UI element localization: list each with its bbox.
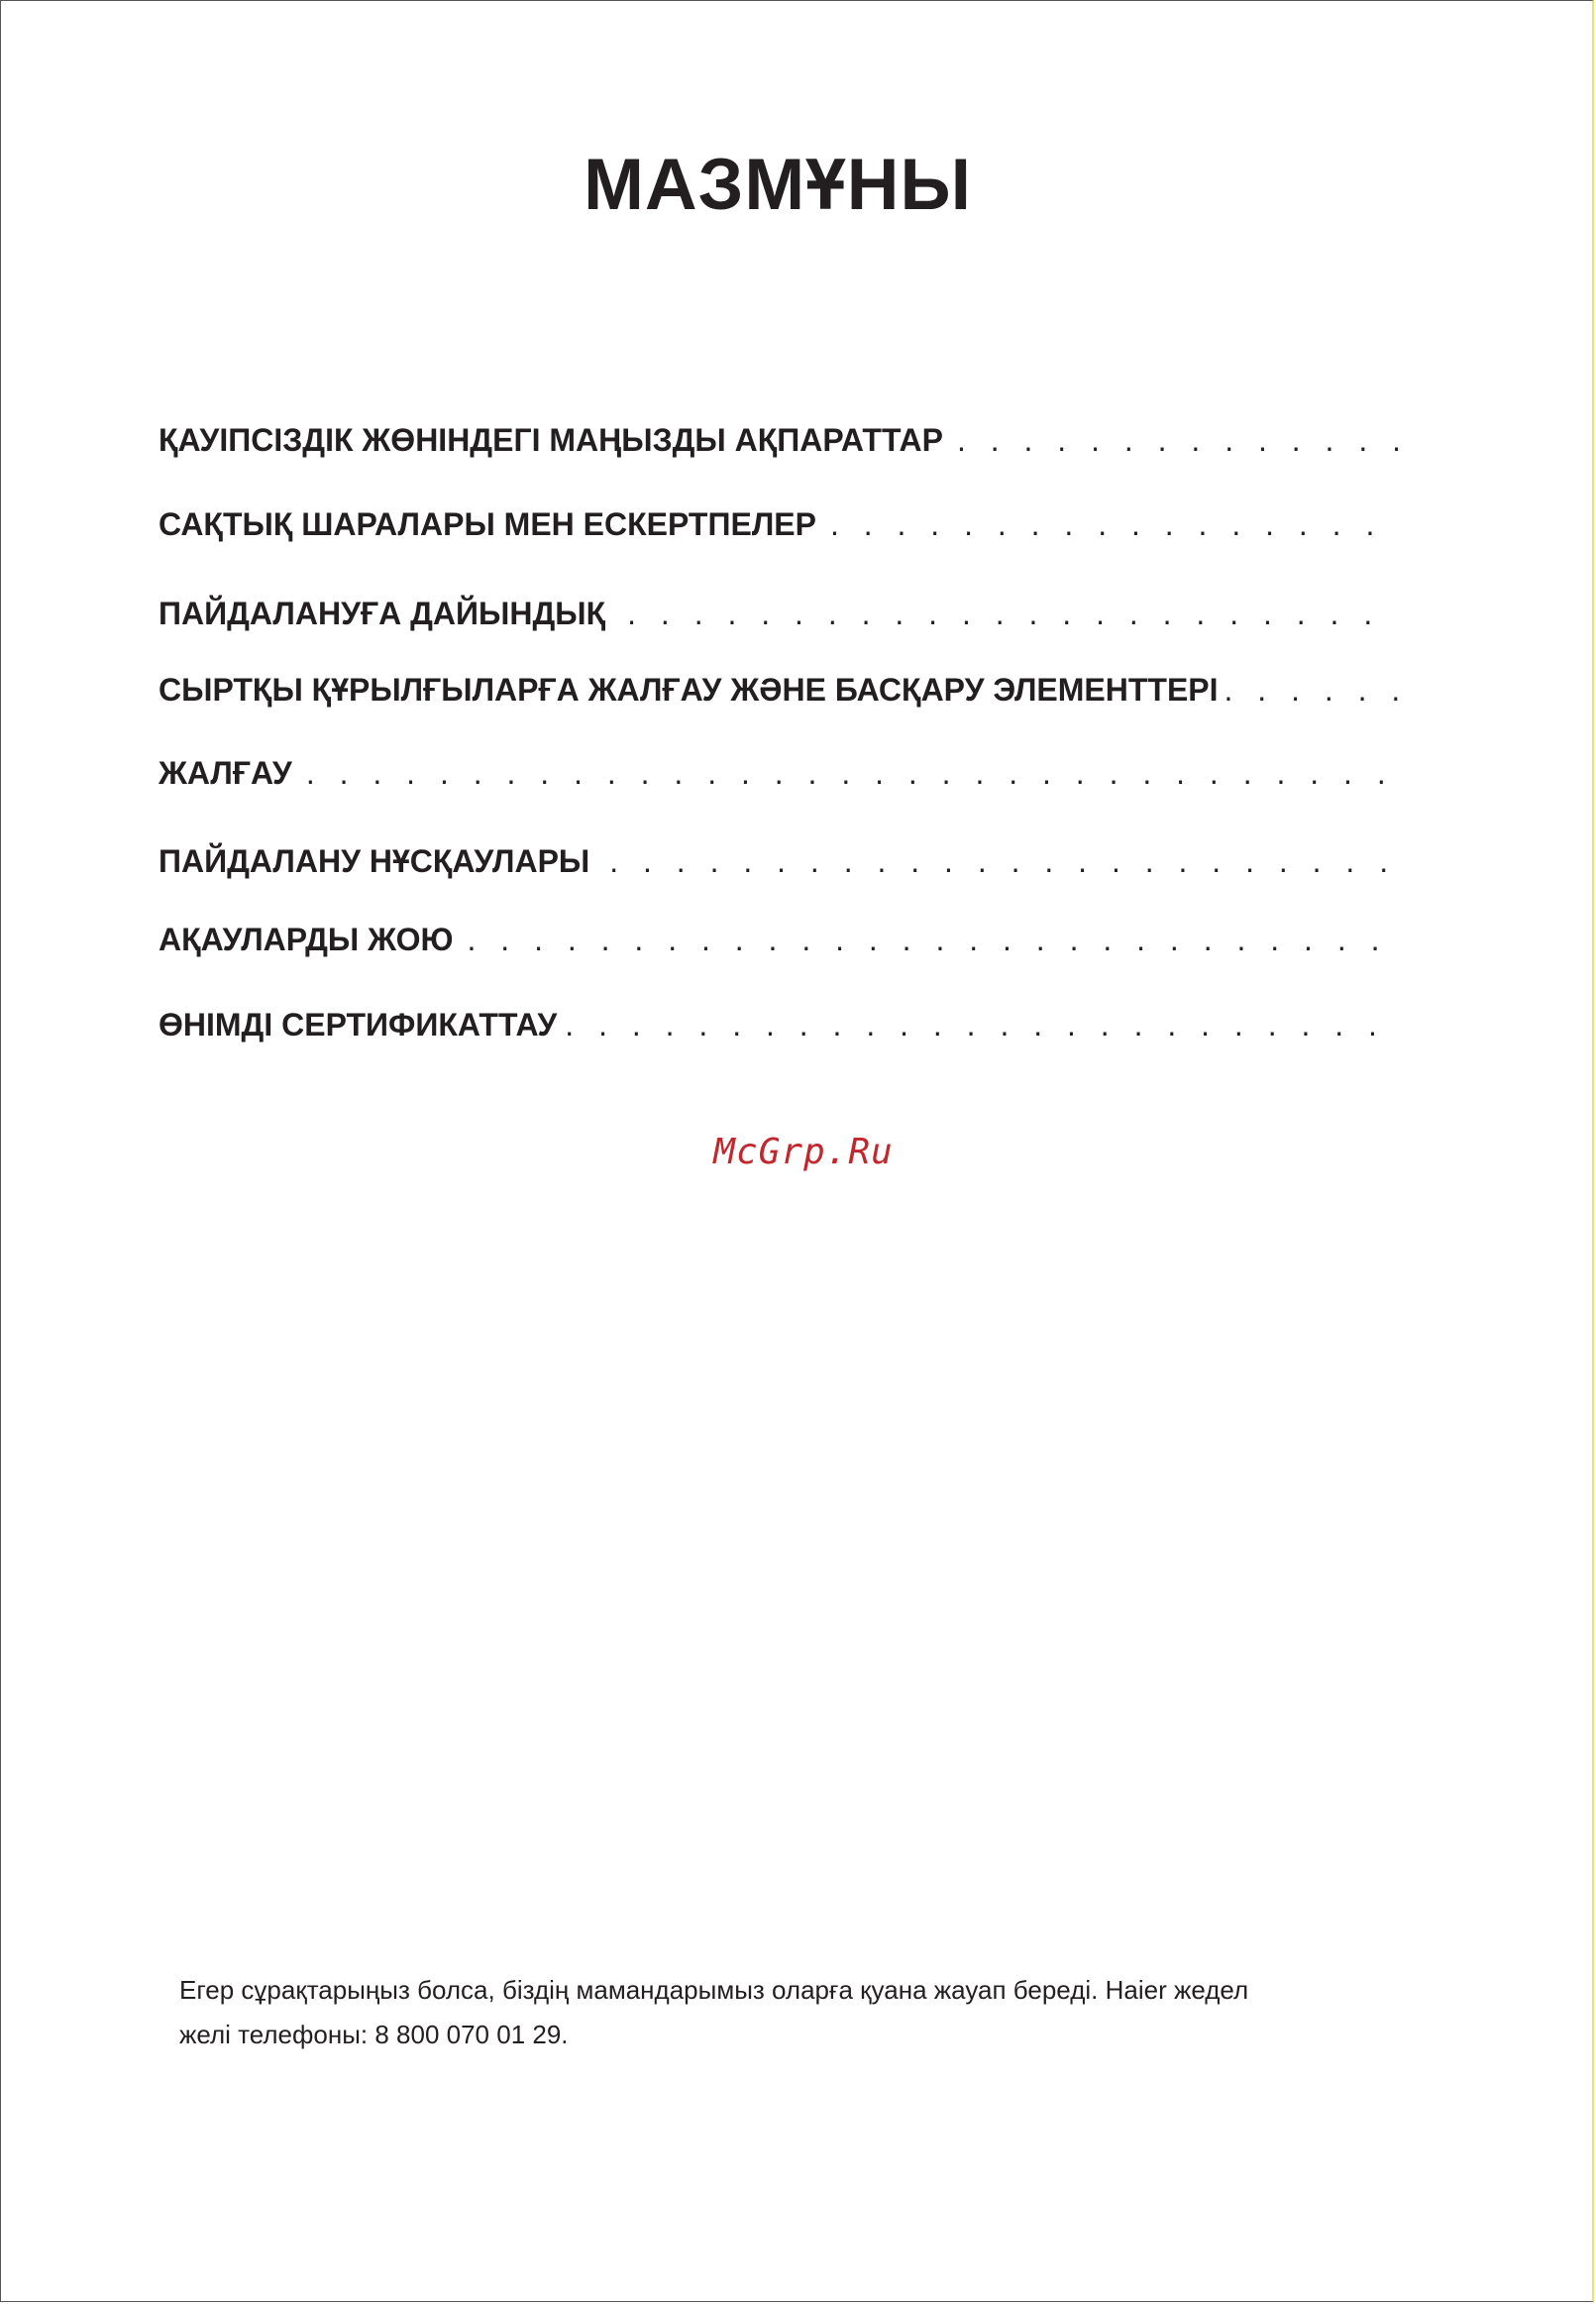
- toc-entry-label: ЖАЛҒАУ: [159, 755, 292, 791]
- toc-entry-label: САҚТЫҚ ШАРАЛАРЫ МЕН ЕСКЕРТПЕЛЕР: [159, 506, 816, 542]
- toc-entry-troubleshooting[interactable]: [159, 924, 1399, 955]
- dot-leader: [468, 924, 1399, 955]
- dot-leader: [1224, 674, 1399, 706]
- toc-entry-label: ҚАУІПСІЗДІК ЖӨНІНДЕГІ МАҢЫЗДЫ АҚПАРАТТАР: [159, 422, 943, 458]
- toc-entry-label: СЫРТҚЫ ҚҰРЫЛҒЫЛАРҒА ЖАЛҒАУ ЖӘНЕ БАСҚАРУ ЭЛЕМЕНТТЕРІ: [159, 672, 1219, 708]
- toc-entry-preparation[interactable]: [159, 598, 1399, 629]
- dot-leader: [627, 598, 1399, 629]
- toc-entry-connections-controls[interactable]: [159, 674, 1399, 706]
- table-of-contents: [159, 0, 1399, 1090]
- toc-entry-safety-info[interactable]: [159, 424, 1399, 456]
- toc-entry-connection[interactable]: [159, 757, 1399, 789]
- hotline-note-line: желі телефоны: 8 800 070 01 29.: [179, 2020, 569, 2049]
- hotline-note-line: Егер сұрақтарыңыз болса, біздің мамандарымыз оларға қуана жауап береді. Haier жедел: [179, 1975, 1249, 2005]
- toc-entry-label: АҚАУЛАРДЫ ЖОЮ: [159, 922, 454, 957]
- watermark: McGrp.Ru: [713, 1132, 894, 1172]
- hotline-note: [179, 1968, 1368, 2057]
- dot-leader: [957, 424, 1399, 456]
- dot-leader: [306, 757, 1399, 789]
- dot-leader: [565, 1009, 1399, 1041]
- toc-entry-label: ӨНІМДІ СЕРТИФИКАТТАУ: [159, 1007, 558, 1042]
- toc-entry-label: ПАЙДАЛАНУ НҰСҚАУЛАРЫ: [159, 843, 590, 879]
- page-title: МАЗМҰНЫ: [584, 145, 972, 225]
- dot-leader: [830, 508, 1399, 540]
- dot-leader: [609, 845, 1399, 877]
- toc-entry-precautions[interactable]: [159, 508, 1399, 540]
- toc-entry-instructions[interactable]: [159, 845, 1399, 877]
- toc-entry-label: ПАЙДАЛАНУҒА ДАЙЫНДЫҚ: [159, 596, 606, 631]
- toc-entry-certification[interactable]: [159, 1009, 1399, 1041]
